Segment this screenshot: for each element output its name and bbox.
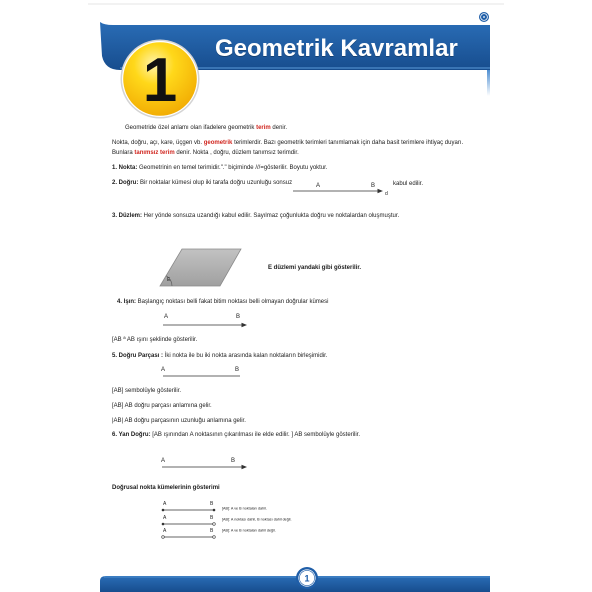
intro-text: Nokta, doğru, açı, kare, üçgen vb.: [112, 140, 204, 146]
segment-point-a-label: A: [161, 367, 166, 373]
notation-row-2-point-a: A: [163, 515, 167, 521]
ray-point-a-label: A: [164, 314, 169, 320]
segment-note: [AB] AB doğru parçası anlamına gelir.: [112, 403, 212, 409]
definition-text: İki nokta ile bu iki nokta arasında kalan noktaların birleşimidir.: [163, 353, 328, 359]
definition-plane: [112, 212, 399, 220]
closed-endpoint: [213, 509, 216, 512]
line-point-b-label: B: [371, 183, 376, 189]
half-line-arrowhead: [242, 465, 248, 469]
page-number: 1: [304, 573, 310, 584]
segment-point-b-label: B: [235, 367, 240, 373]
closed-endpoint: [162, 509, 165, 512]
line-name-label: d: [385, 191, 388, 197]
notation-row-3-diagram: [162, 536, 216, 539]
definition-text: Bir noktalar kümesi olup iki tarafa doğru uzunluğu sonsuz: [138, 180, 293, 186]
open-endpoint: [213, 523, 216, 526]
notation-row-2-description: [AB]: A noktası dahil, B noktası dahil değil.: [222, 518, 292, 522]
notation-row-1-diagram: [162, 509, 216, 512]
highlighted-term: terim: [256, 125, 271, 131]
plane-caption: E düzlemi yandaki gibi gösterilir.: [268, 265, 362, 271]
definition-label: 2. Doğru:: [112, 180, 139, 186]
definition-line: [112, 179, 292, 187]
chapter-badge: [121, 40, 200, 119]
line-arrowhead: [378, 189, 384, 193]
intro-paragraph-3: [112, 149, 299, 157]
open-endpoint: [213, 536, 216, 539]
half-line-diagram: [162, 465, 247, 469]
closed-endpoint: [162, 523, 165, 526]
definition-ray: [117, 298, 328, 306]
line-point-a-label: A: [316, 183, 321, 189]
footer-bar: [100, 576, 490, 592]
ray-notation-note: [AB ª AB ışını şeklinde gösterilir.: [112, 337, 198, 343]
half-line-point-a-label: A: [161, 458, 166, 464]
intro-paragraph-1: [125, 124, 287, 132]
highlighted-term: geometrik: [203, 140, 233, 146]
banner-right-tail: [487, 70, 490, 96]
plane-figure: [160, 249, 241, 286]
notation-row-1-point-b: B: [210, 501, 214, 507]
intro-text: Bunlara: [112, 150, 135, 156]
chapter-title: Geometrik Kavramlar: [215, 35, 458, 62]
definition-label: 4. Işın:: [117, 299, 137, 305]
intro-paragraph-2: [112, 139, 463, 147]
definition-label: 6. Yan Doğru:: [112, 432, 151, 438]
definition-label: 1. Nokta:: [112, 165, 138, 171]
notation-row-3-point-b: B: [210, 528, 214, 534]
info-circle-icon: [479, 12, 489, 22]
segment-note: |AB| AB doğru parçasının uzunluğu anlamına gelir.: [112, 418, 246, 424]
half-line-point-b-label: B: [231, 458, 236, 464]
open-endpoint: [162, 536, 165, 539]
notation-row-1-point-a: A: [163, 501, 167, 507]
definition-text: Başlangıç noktası belli fakat bitim noktası belli olmayan doğrular kümesi: [136, 299, 329, 305]
notation-row-2-diagram: [162, 523, 216, 526]
ray-diagram: [163, 323, 247, 327]
notation-row-2-point-b: B: [210, 515, 214, 521]
definition-segment: [112, 352, 327, 360]
plane-name-label: E: [167, 277, 171, 283]
notation-row-3-description: [AB]: A ve B noktaları dahil değil.: [222, 529, 276, 533]
definition-point: [112, 164, 328, 172]
definition-label: 3. Düzlem:: [112, 213, 143, 219]
page-number-badge: [296, 567, 318, 589]
definition-text: Her yönde sonsuza uzandığı kabul edilir. Sayılmaz çoğunlukta doğru ve noktalardan oluşmuştur.: [142, 213, 400, 219]
intro-text: Geometride özel anlamı olan ifadelere geometrik: [125, 125, 257, 131]
notation-section-title: Doğrusal nokta kümelerinin gösterimi: [112, 485, 220, 491]
ray-point-b-label: B: [236, 314, 241, 320]
notation-row-1-description: [AB]: A ve B noktaları dahil.: [222, 507, 267, 511]
definition-label: 5. Doğru Parçası :: [112, 353, 164, 359]
chapter-number: 1: [142, 46, 178, 115]
definition-line-suffix: kabul edilir.: [393, 181, 424, 187]
ray-arrowhead: [242, 323, 248, 327]
segment-note: [AB] sembolüyle gösterilir.: [112, 388, 182, 394]
intro-text: denir. Nokta , doğru, düzlem tanımsız terimdir.: [174, 150, 299, 156]
intro-text: denir.: [270, 125, 288, 131]
line-diagram: [293, 189, 383, 193]
definition-text: [AB ışınından A noktasının çıkarılması ile elde edilir. ] AB sembolüyle gösterilir.: [150, 432, 361, 438]
definition-text: Geometrinin en temel terimidir."." biçiminde ///=gösterilir. Boyutu yoktur.: [137, 165, 328, 171]
notation-row-3-point-a: A: [163, 528, 167, 534]
highlighted-term: tanımsız terim: [134, 150, 175, 156]
definition-half-line: [112, 431, 360, 439]
intro-text: terimlerdir. Bazı geometrik terimleri tanımlamak için daha basit terimlere ihtiyaç duyarı.: [232, 140, 464, 146]
